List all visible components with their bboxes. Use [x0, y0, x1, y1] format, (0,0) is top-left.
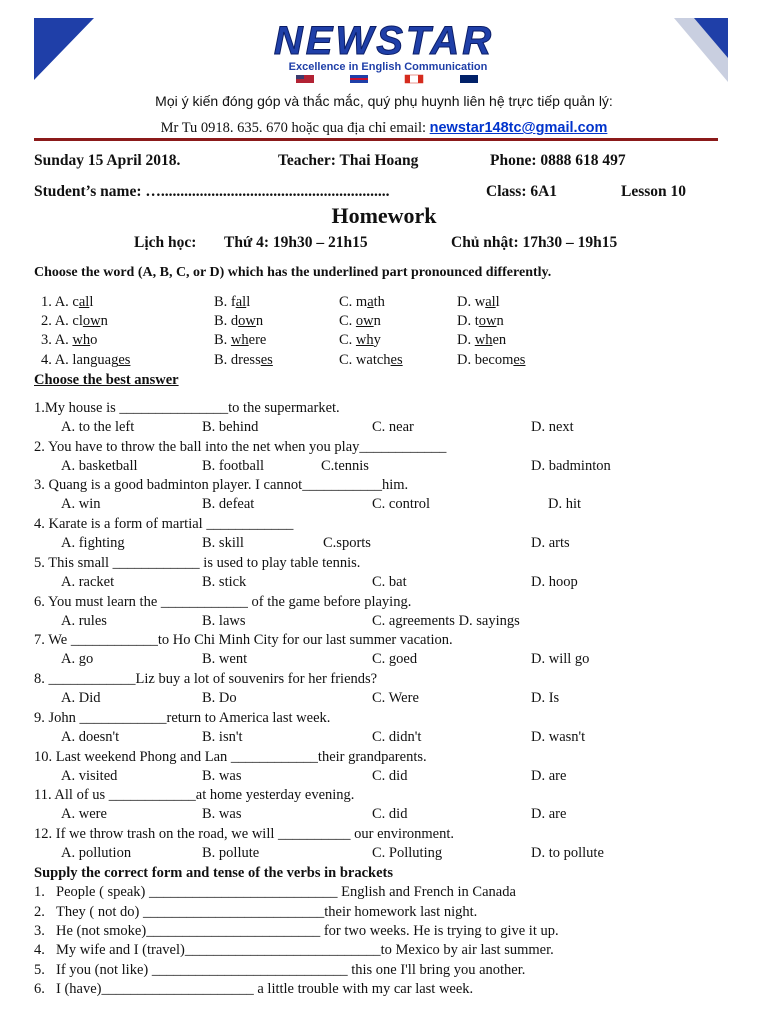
option-part-post: n — [100, 313, 108, 329]
pronunciation-option[interactable] — [41, 352, 130, 369]
question-text: 5. This small ____________ is used to play table tennis. — [34, 555, 361, 571]
answer-option[interactable]: D. arts — [531, 535, 570, 551]
question-text: 8. ____________Liz buy a lot of souvenirs for her friends? — [34, 671, 378, 687]
schedule-weekday: Thứ 4: 19h30 – 21h15 — [224, 234, 368, 251]
pronunciation-option[interactable] — [41, 294, 93, 311]
pronunciation-option[interactable] — [457, 332, 506, 349]
answer-option[interactable]: B. was — [202, 768, 242, 784]
schedule-sunday: Chủ nhật: 17h30 – 19h15 — [451, 234, 618, 251]
answer-option[interactable]: A. visited — [61, 768, 118, 784]
answer-option[interactable]: B. was — [202, 806, 242, 822]
answer-option[interactable]: B. defeat — [202, 496, 255, 512]
answer-option[interactable]: D. hoop — [531, 574, 578, 590]
lesson: Lesson 10 — [621, 183, 687, 200]
answer-option[interactable]: C. Polluting — [372, 845, 443, 861]
australia-flag-icon — [460, 75, 478, 83]
fill-in-sentence[interactable]: He (not smoke)________________________ for two weeks. He is trying to give it up. — [56, 923, 559, 939]
option-part-post: l — [89, 294, 94, 310]
answer-option[interactable]: C. agreements D. sayings — [372, 613, 520, 629]
item-number: 6. — [34, 981, 45, 997]
answer-option[interactable]: D. badminton — [531, 458, 611, 474]
option-part-mid: ow — [82, 313, 101, 329]
answer-option[interactable]: C. bat — [372, 574, 407, 590]
contact-line-1: Mọi ý kiến đóng góp và thắc mắc, quý phụ huynh liên hệ trực tiếp quản lý: — [155, 93, 613, 109]
option-part-pre: C. m — [339, 294, 368, 310]
pronunciation-option[interactable] — [214, 352, 273, 369]
answer-option[interactable]: B. behind — [202, 419, 259, 435]
section1-instruction: Choose the word (A, B, C, or D) which has the underlined part pronounced differently. — [34, 265, 552, 280]
brand-logo-text: NEWSTAR — [273, 19, 495, 63]
answer-option[interactable]: A. win — [61, 496, 101, 512]
date: Sunday 15 April 2018. — [34, 152, 181, 169]
page-title: Homework — [331, 203, 437, 228]
answer-option[interactable]: C. control — [372, 496, 430, 512]
option-part-mid: wh — [474, 332, 493, 348]
pronunciation-option[interactable] — [214, 294, 250, 311]
option-part-mid: ow — [478, 313, 497, 329]
pronunciation-option[interactable] — [214, 332, 266, 349]
answer-option[interactable]: A. racket — [61, 574, 115, 590]
option-part-post: l — [246, 294, 251, 310]
pronunciation-option[interactable] — [339, 294, 385, 311]
fill-in-sentence[interactable]: They ( not do) _________________________their homework last night. — [56, 904, 478, 920]
pronunciation-option[interactable] — [41, 332, 97, 349]
answer-option[interactable]: B. skill — [202, 535, 244, 551]
email-link[interactable]: newstar148tc@gmail.com — [429, 120, 608, 136]
pronunciation-option[interactable] — [339, 352, 403, 369]
answer-option[interactable]: C. goed — [372, 651, 418, 667]
option-part-mid: wh — [355, 332, 374, 348]
option-part-pre: D. w — [457, 294, 486, 310]
option-part-pre: B. — [214, 332, 231, 348]
answer-option[interactable]: A. basketball — [61, 458, 138, 474]
question-text: 7. We ____________to Ho Chi Minh City for our last summer vacation. — [34, 632, 453, 648]
fill-in-sentence[interactable]: I (have)_____________________ a little trouble with my car last week. — [56, 981, 474, 997]
answer-option[interactable]: D. wasn't — [531, 729, 586, 745]
answer-option[interactable]: C.tennis — [321, 458, 369, 474]
fill-in-sentence[interactable]: People ( speak) __________________________ English and French in Canada — [56, 884, 516, 900]
answer-option[interactable]: D. are — [531, 768, 567, 784]
answer-option[interactable]: C. near — [372, 419, 414, 435]
option-part-post: y — [373, 332, 381, 348]
item-number: 2. — [34, 904, 45, 920]
question-text: 10. Last weekend Phong and Lan ____________their grandparents. — [34, 749, 427, 765]
option-part-post: n — [496, 313, 504, 329]
question-text: 6. You must learn the ____________ of the game before playing. — [34, 594, 412, 610]
answer-option[interactable]: C. didn't — [372, 729, 422, 745]
item-number: 4. — [34, 942, 45, 958]
option-part-mid: es — [260, 352, 273, 368]
option-part-post: o — [90, 332, 98, 348]
option-part-mid: es — [118, 352, 131, 368]
option-part-pre: C. — [339, 313, 356, 329]
option-part-mid: al — [78, 294, 90, 310]
question-text: 4. Karate is a form of martial ____________ — [34, 516, 294, 532]
question-text: 1.My house is _______________to the supermarket. — [34, 400, 340, 416]
answer-option[interactable]: C. did — [372, 768, 408, 784]
flag-icons — [296, 75, 478, 83]
item-number: 1. — [34, 884, 45, 900]
item-number: 5. — [34, 962, 45, 978]
option-part-pre: C. watch — [339, 352, 391, 368]
option-part-pre: B. f — [214, 294, 236, 310]
contact-phone: Mr Tu 0918. 635. 670 hoặc qua địa chỉ email: — [160, 120, 430, 136]
option-part-pre: 2. A. cl — [41, 313, 83, 329]
option-part-pre: D. becom — [457, 352, 514, 368]
fill-in-sentence[interactable]: My wife and I (travel)___________________________to Mexico by air last summer. — [56, 942, 554, 958]
answer-option[interactable]: B. stick — [202, 574, 247, 590]
option-part-mid: ow — [238, 313, 256, 329]
option-part-mid: es — [513, 352, 526, 368]
option-part-pre: D. — [457, 332, 475, 348]
student-name-field[interactable]: Student’s name: …........................................................... — [34, 183, 390, 200]
option-part-pre: 1. A. c — [41, 294, 79, 310]
answer-option[interactable]: B. pollute — [202, 845, 260, 861]
option-part-post: en — [492, 332, 507, 348]
option-part-mid: a — [367, 294, 374, 310]
option-part-post: n — [373, 313, 381, 329]
question-text: 2. You have to throw the ball into the net when you play____________ — [34, 439, 447, 455]
pronunciation-option[interactable] — [339, 313, 381, 330]
option-part-post: ere — [248, 332, 267, 348]
option-part-pre: 4. A. languag — [41, 352, 119, 368]
answer-option[interactable]: A. fighting — [61, 535, 125, 551]
pronunciation-option[interactable] — [41, 313, 108, 330]
answer-option[interactable]: B. went — [202, 651, 248, 667]
answer-option[interactable]: C. did — [372, 806, 408, 822]
answer-option[interactable]: B. football — [202, 458, 265, 474]
answer-option[interactable]: D. Is — [531, 690, 560, 706]
answer-option[interactable]: A. doesn't — [61, 729, 120, 745]
answer-option[interactable]: D. will go — [531, 651, 590, 667]
option-part-post: th — [373, 294, 385, 310]
section3-title: Supply the correct form and tense of the verbs in brackets — [34, 865, 393, 881]
option-part-mid: wh — [230, 332, 249, 348]
answer-option[interactable]: D. to pollute — [531, 845, 604, 861]
answer-option[interactable]: D. hit — [548, 496, 582, 512]
answer-option[interactable]: C. Were — [372, 690, 419, 706]
answer-option[interactable]: B. isn't — [202, 729, 243, 745]
option-part-pre: C. — [339, 332, 356, 348]
question-text: 11. All of us ____________at home yesterday evening. — [34, 787, 355, 803]
contact-line-2 — [0, 120, 768, 137]
answer-option[interactable]: A. go — [61, 651, 94, 667]
newstar-logo-banner — [34, 18, 728, 84]
answer-option[interactable]: B. Do — [202, 690, 237, 706]
pronunciation-option[interactable] — [339, 332, 381, 349]
option-part-mid: wh — [72, 332, 91, 348]
option-part-mid: ow — [355, 313, 374, 329]
pronunciation-option[interactable] — [457, 294, 500, 311]
answer-option[interactable]: A. to the left — [61, 419, 135, 435]
answer-option[interactable]: A. were — [61, 806, 107, 822]
option-part-post: l — [495, 294, 500, 310]
option-part-pre: 3. A. — [41, 332, 73, 348]
fill-in-sentence[interactable]: If you (not like) ___________________________ this one I'll bring you another. — [56, 962, 526, 978]
option-part-pre: B. dress — [214, 352, 261, 368]
section2-title: Choose the best answer — [34, 372, 179, 388]
answer-option[interactable]: D. are — [531, 806, 567, 822]
option-part-mid: al — [235, 294, 247, 310]
schedule-label: Lịch học: — [134, 234, 197, 251]
answer-option[interactable]: D. next — [531, 419, 574, 435]
option-part-pre: B. d — [214, 313, 239, 329]
option-part-mid: al — [485, 294, 496, 310]
question-text: 12. If we throw trash on the road, we will __________ our environment. — [34, 826, 455, 842]
question-text: 9. John ____________return to America last week. — [34, 710, 331, 726]
question-text: 3. Quang is a good badminton player. I cannot___________him. — [34, 477, 409, 493]
item-number: 3. — [34, 923, 45, 939]
pronunciation-option[interactable] — [457, 352, 525, 369]
teacher: Teacher: Thai Hoang — [278, 152, 419, 169]
phone: Phone: 0888 618 497 — [490, 152, 626, 169]
answer-option[interactable]: A. pollution — [61, 845, 132, 861]
answer-option[interactable]: C.sports — [323, 535, 371, 551]
brand-tagline: Excellence in English Communication — [288, 61, 488, 73]
option-part-pre: D. t — [457, 313, 479, 329]
header-divider — [34, 138, 718, 141]
option-part-post: n — [255, 313, 264, 329]
pronunciation-option[interactable] — [214, 313, 263, 330]
answer-option[interactable]: B. laws — [202, 613, 246, 629]
banner-left-triangle — [34, 18, 94, 80]
answer-option[interactable]: A. rules — [61, 613, 107, 629]
option-part-mid: es — [390, 352, 403, 368]
pronunciation-option[interactable] — [457, 313, 504, 330]
class: Class: 6A1 — [486, 183, 558, 200]
answer-option[interactable]: A. Did — [61, 690, 101, 706]
